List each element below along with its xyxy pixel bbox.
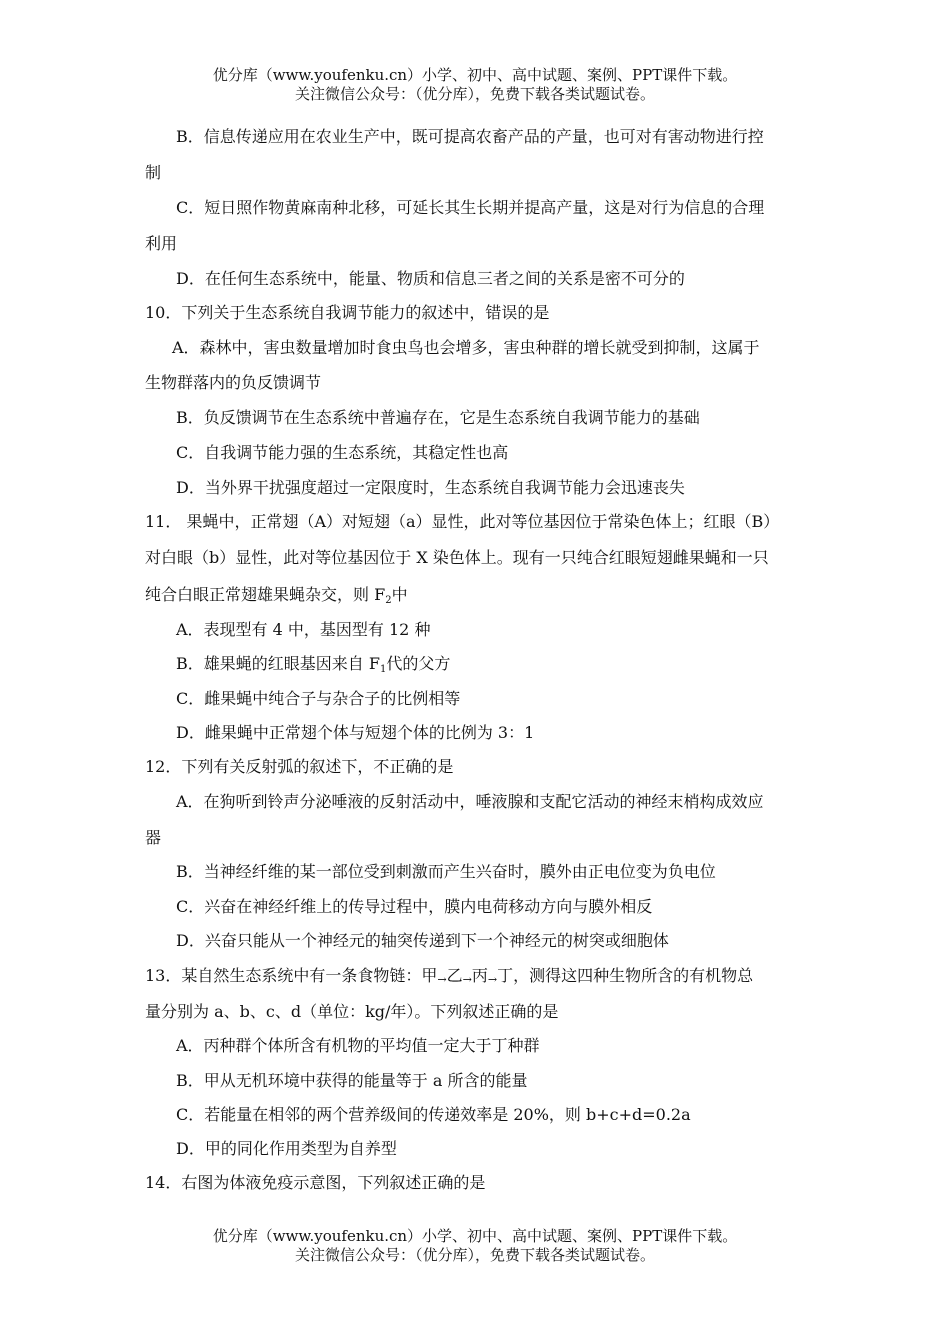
q9-option-d: D．在任何生态系统中，能量、物质和信息三者之间的关系是密不可分的 [176, 269, 685, 288]
q12-option-d: D．兴奋只能从一个神经元的轴突传递到下一个神经元的树突或细胞体 [176, 931, 669, 950]
arrow-icon: → [487, 973, 498, 986]
q9-option-c-line2: 利用 [145, 234, 178, 253]
q9-option-b-line2: 制 [145, 163, 162, 182]
footer-line-1: 优分库（www.youfenku.cn）小学、初中、高中试题、案例、PPT课件下载。 [212, 1227, 738, 1245]
q11-stem-line3: 纯合白眼正常翅雄果蝇杂交，则 $F_2$中 [145, 585, 408, 606]
q12-option-a-line2: 器 [145, 828, 162, 847]
q11-option-c: C．雌果蝇中纯合子与杂合子的比例相等 [176, 689, 461, 708]
q13-stem-line1: 13．某自然生态系统中有一条食物链：甲→乙→丙→丁，测得这四种生物所含的有机物总 [145, 966, 754, 986]
page-header [0, 66, 950, 104]
q13-option-d: D．甲的同化作用类型为自养型 [176, 1139, 397, 1158]
q11-option-a: A．表现型有 4 中，基因型有 12 种 [176, 620, 431, 639]
q11-option-d: D．雌果蝇中正常翅个体与短翅个体的比例为 3：1 [176, 723, 535, 742]
q10-option-d: D．当外界干扰强度超过一定限度时，生态系统自我调节能力会迅速丧失 [176, 478, 685, 497]
q9-option-c-line1: C．短日照作物黄麻南种北移，可延长其生长期并提高产量，这是对行为信息的合理 [176, 198, 765, 217]
q11-stem-line1: 11． 果蝇中，正常翅（A）对短翅（a）显性，此对等位基因位于常染色体上；红眼（B） [145, 512, 780, 531]
q10-stem: 10．下列关于生态系统自我调节能力的叙述中，错误的是 [145, 303, 550, 322]
q13-option-a: A．丙种群个体所含有机物的平均值一定大于丁种群 [176, 1036, 540, 1055]
q12-option-a-line1: A．在狗听到铃声分泌唾液的反射活动中，唾液腺和支配它活动的神经末梢构成效应 [176, 792, 764, 811]
q9-option-b-line1: B．信息传递应用在农业生产中，既可提高农畜产品的产量，也可对有害动物进行控 [176, 127, 764, 146]
page-footer [0, 1227, 950, 1265]
header-line-2: 关注微信公众号：（优分库），免费下载各类试题试卷。 [294, 85, 655, 103]
q11-stem-line2: 对白眼（b）显性，此对等位基因位于 X 染色体上。现有一只纯合红眼短翅雌果蝇和一只 [145, 548, 769, 567]
q13-option-b: B．甲从无机环境中获得的能量等于 a 所含的能量 [176, 1071, 528, 1090]
q10-option-b: B．负反馈调节在生态系统中普遍存在，它是生态系统自我调节能力的基础 [176, 408, 700, 427]
header-line-1: 优分库（www.youfenku.cn）小学、初中、高中试题、案例、PPT课件下载。 [212, 66, 738, 84]
q10-option-a-line2: 生物群落内的负反馈调节 [145, 373, 322, 392]
q10-option-c: C．自我调节能力强的生态系统，其稳定性也高 [176, 443, 509, 462]
footer-line-2: 关注微信公众号：（优分库），免费下载各类试题试卷。 [294, 1246, 655, 1264]
q11-option-b: B．雄果蝇的红眼基因来自 $F_1$代的父方 [176, 654, 451, 675]
q12-stem: 12．下列有关反射弧的叙述下，不正确的是 [145, 757, 454, 776]
arrow-icon: → [462, 973, 472, 986]
q12-option-b: B．当神经纤维的某一部位受到刺激而产生兴奋时，膜外由正电位变为负电位 [176, 862, 716, 881]
arrow-icon: → [437, 973, 447, 986]
q13-stem-line2: 量分别为 a、b、c、d（单位：kg/年）。下列叙述正确的是 [145, 1002, 559, 1021]
q10-option-a-line1: A．森林中，害虫数量增加时食虫鸟也会增多，害虫种群的增长就受到抑制，这属于 [172, 338, 760, 357]
q13-option-c: C．若能量在相邻的两个营养级间的传递效率是 20%，则 b+c+d=0.2a [176, 1105, 691, 1124]
q12-option-c: C．兴奋在神经纤维上的传导过程中，膜内电荷移动方向与膜外相反 [176, 897, 653, 916]
q14-stem: 14．右图为体液免疫示意图，下列叙述正确的是 [145, 1173, 486, 1192]
